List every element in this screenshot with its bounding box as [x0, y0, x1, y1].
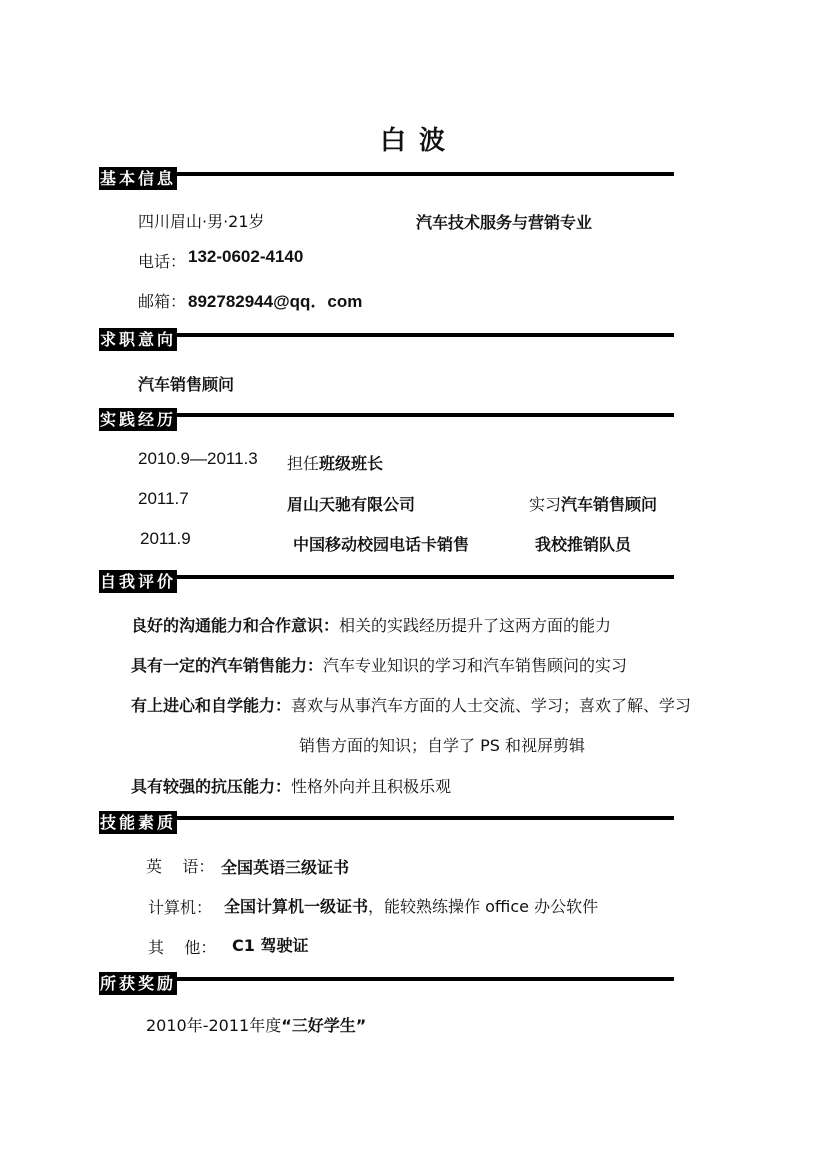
skill-value-other: C1 驾驶证: [232, 936, 309, 955]
section-awards-rule: [177, 977, 674, 981]
practice-role: [529, 492, 657, 515]
skill-value-english: 全国英语三级证书: [221, 858, 350, 877]
self-eval-text: 喜欢与从事汽车方面的人士交流、学习；喜欢了解、学习: [291, 696, 692, 715]
self-eval-text: 性格外向并且积极乐观: [291, 777, 452, 796]
email-label: 邮箱：: [138, 292, 187, 311]
skill-label-computer: 计算机：: [148, 898, 213, 917]
practice-date: 2011.9: [140, 529, 191, 548]
self-eval-text: 相关的实践经历提升了这两方面的能力: [339, 616, 612, 635]
major: 汽车技术服务与营销专业: [416, 213, 593, 232]
section-skills-rule: [177, 816, 674, 820]
phone-label: 电话：: [138, 252, 187, 271]
phone-number: 132-0602-4140: [188, 247, 304, 266]
section-practice-rule: [177, 413, 674, 417]
self-eval-head: 有上进心和自学能力：: [131, 696, 292, 715]
section-practice-label: 实践经历: [99, 410, 176, 429]
award-item: [146, 1013, 366, 1036]
self-eval-item: [131, 774, 451, 797]
self-eval-text-continued: 销售方面的知识；自学了 PS 和视屏剪辑: [299, 736, 585, 755]
objective-position: 汽车销售顾问: [138, 375, 235, 394]
section-awards-label: 所获奖励: [99, 974, 176, 993]
self-eval-item: [131, 653, 627, 676]
self-eval-head: 良好的沟通能力和合作意识：: [131, 616, 340, 635]
skill-label-other: 其 他：: [148, 938, 217, 957]
section-objective-label: 求职意向: [99, 330, 176, 349]
section-objective-rule: [177, 333, 674, 337]
self-eval-text: 汽车专业知识的学习和汽车销售顾问的实习: [323, 656, 628, 675]
practice-role-title: 汽车销售顾问: [561, 495, 658, 514]
self-eval-item: [131, 613, 611, 636]
section-basic-rule: [177, 172, 674, 176]
practice-role-prefix: 担任: [287, 454, 320, 473]
section-self-label: 自我评价: [99, 572, 176, 591]
self-eval-item: [131, 693, 691, 716]
practice-role-prefix: 实习: [529, 495, 562, 514]
practice-date: 2011.7: [138, 489, 189, 508]
section-skills-label: 技能素质: [99, 813, 176, 832]
skill-value-computer: 全国计算机一级证书: [224, 897, 369, 916]
section-self-rule: [177, 575, 674, 579]
skill-label-english: 英 语：: [146, 857, 215, 876]
practice-org: 眉山天驰有限公司: [287, 495, 416, 514]
practice-role-title: 班级班长: [319, 454, 384, 473]
origin-gender-age: 四川眉山·男·21岁: [138, 212, 265, 231]
email-address: 892782944@qq．com: [188, 292, 363, 311]
award-year: 2010年-2011年度: [146, 1016, 282, 1035]
practice-role: [287, 451, 383, 474]
resume-name: 白 波: [379, 126, 448, 156]
practice-date: 2010.9—2011.3: [138, 449, 258, 468]
skill-computer: [224, 894, 598, 917]
practice-role-title: 我校推销队员: [535, 535, 632, 554]
practice-org: 中国移动校园电话卡销售: [293, 535, 470, 554]
self-eval-head: 具有一定的汽车销售能力：: [131, 656, 324, 675]
skill-note-computer: ，能较熟练操作 office 办公软件: [368, 897, 599, 916]
section-basic-label: 基本信息: [99, 169, 176, 188]
award-title: “三好学生”: [281, 1016, 367, 1035]
self-eval-head: 具有较强的抗压能力：: [131, 777, 292, 796]
